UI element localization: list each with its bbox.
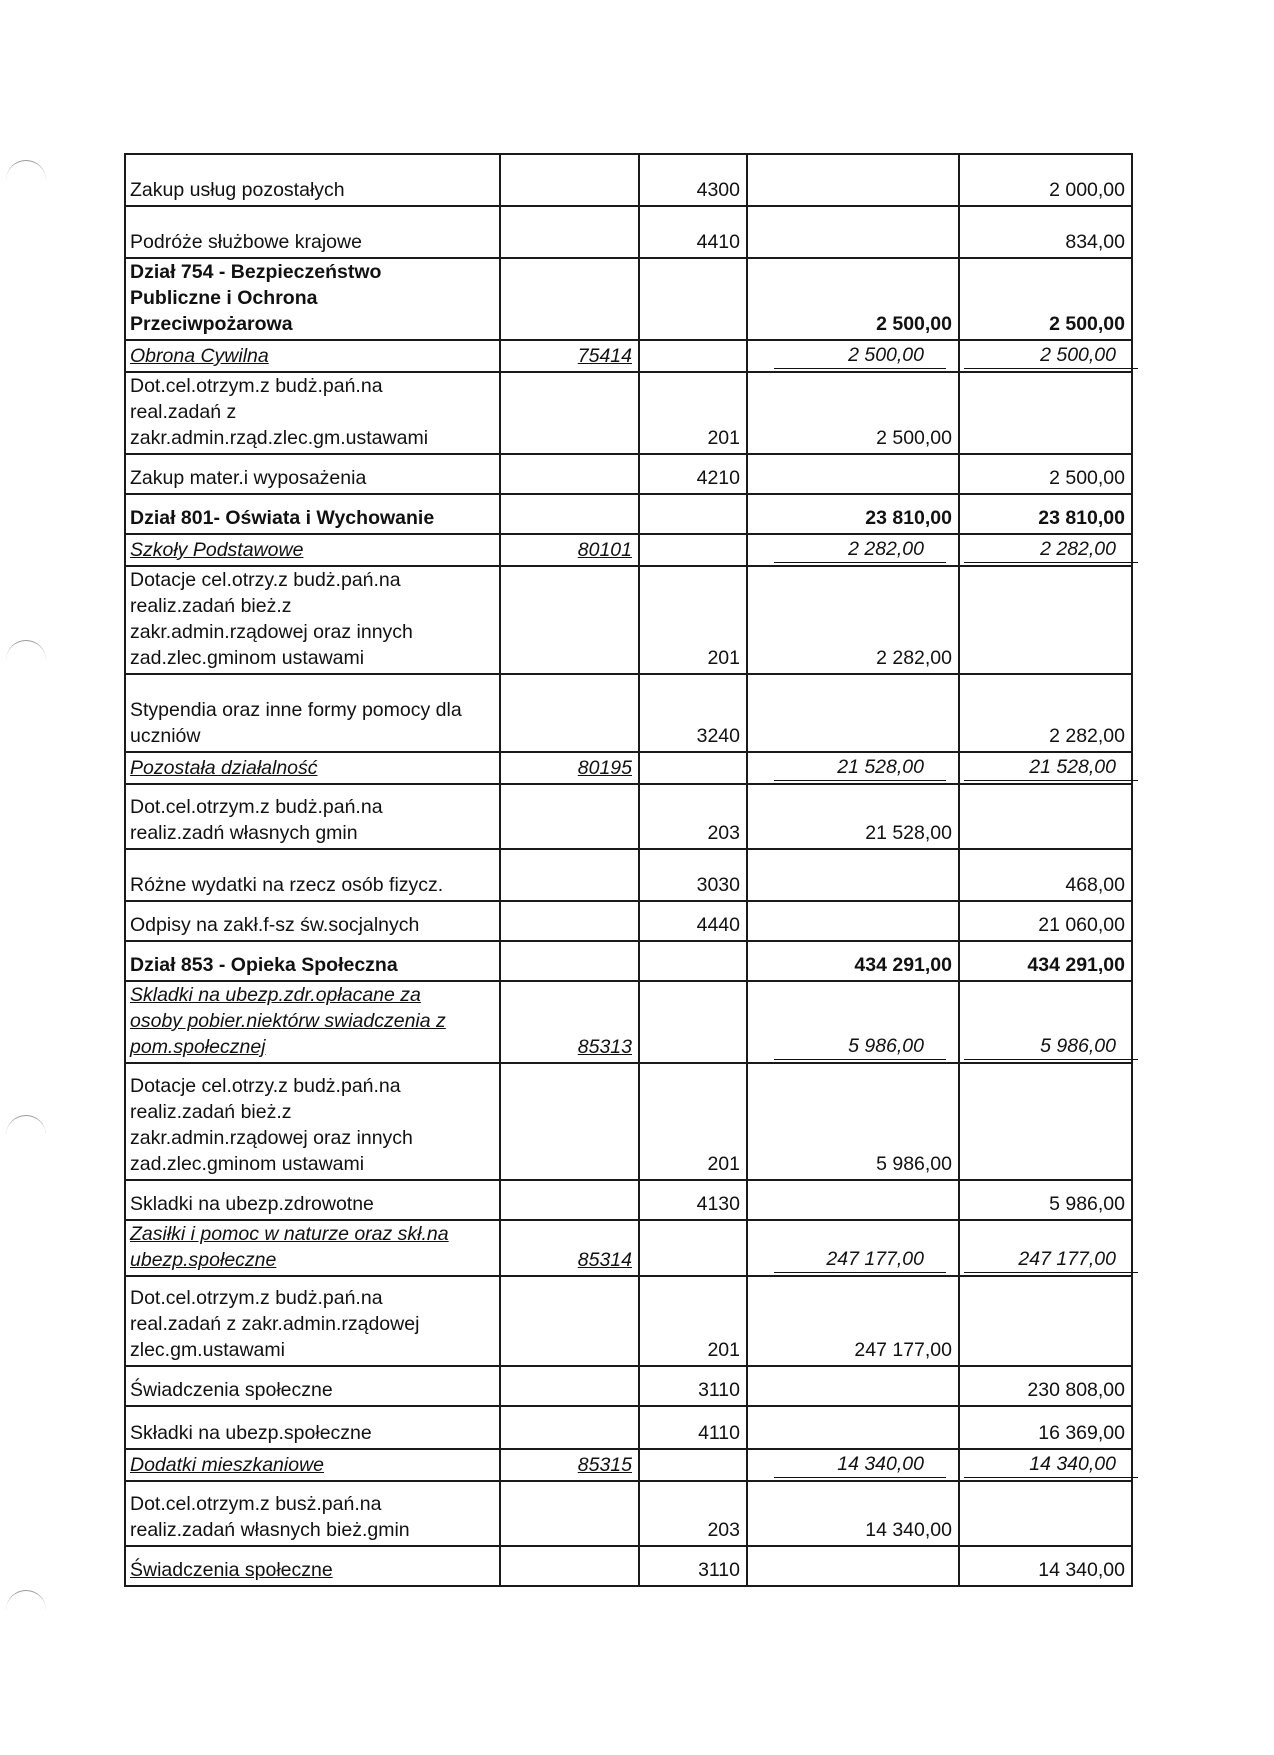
row-wydatki: 2 282,00 [959, 674, 1132, 752]
row-name: Zakup usług pozostałych [125, 154, 500, 206]
row-dochody: 5 986,00 [747, 1063, 959, 1180]
row-wydatki-value: 14 340,00 [964, 1451, 1138, 1478]
rozdzial-row [125, 534, 1132, 566]
row-paragraf: 4210 [639, 454, 747, 494]
row-rozdzial: 80101 [500, 534, 639, 566]
row-paragraf [639, 258, 747, 340]
row-dochody [747, 1180, 959, 1220]
row-rozdzial [500, 784, 639, 849]
row-name: Szkoły Podstawowe [125, 534, 500, 566]
row-wydatki [959, 1449, 1132, 1481]
row-dochody-value: 5 986,00 [774, 1033, 946, 1060]
row-dochody: 2 500,00 [747, 372, 959, 454]
row-dochody-value: 2 282,00 [774, 536, 946, 563]
table-row [125, 1180, 1132, 1220]
row-paragraf: 201 [639, 372, 747, 454]
row-paragraf [639, 340, 747, 372]
table-row [125, 1063, 1132, 1180]
row-dochody [747, 752, 959, 784]
table-row [125, 1276, 1132, 1366]
row-dochody: 2 500,00 [747, 258, 959, 340]
row-paragraf [639, 981, 747, 1063]
row-dochody: 23 810,00 [747, 494, 959, 534]
row-rozdzial: 85314 [500, 1220, 639, 1276]
row-wydatki [959, 340, 1132, 372]
row-rozdzial [500, 849, 639, 901]
row-paragraf [639, 494, 747, 534]
row-wydatki: 468,00 [959, 849, 1132, 901]
row-dochody-value: 14 340,00 [774, 1451, 946, 1478]
row-wydatki: 2 500,00 [959, 258, 1132, 340]
row-paragraf: 203 [639, 784, 747, 849]
table-row [125, 1366, 1132, 1406]
row-wydatki-value: 2 282,00 [964, 536, 1138, 563]
row-rozdzial [500, 1063, 639, 1180]
row-paragraf: 3110 [639, 1366, 747, 1406]
row-paragraf [639, 1449, 747, 1481]
row-paragraf: 4440 [639, 901, 747, 941]
row-rozdzial [500, 1180, 639, 1220]
row-dochody [747, 901, 959, 941]
row-name: Dotacje cel.otrzy.z budż.pań.na realiz.zadań bież.z zakr.admin.rządowej oraz innych zad.zlec.gminom ustawami [125, 1063, 500, 1180]
row-paragraf: 201 [639, 1063, 747, 1180]
row-name: Dział 754 - Bezpieczeństwo Publiczne i Ochrona Przeciwpożarowa [125, 258, 500, 340]
row-rozdzial [500, 454, 639, 494]
budget-table-body [125, 154, 1132, 1586]
row-dochody: 21 528,00 [747, 784, 959, 849]
row-dochody [747, 1546, 959, 1586]
row-rozdzial: 80195 [500, 752, 639, 784]
table-row [125, 849, 1132, 901]
row-wydatki: 14 340,00 [959, 1546, 1132, 1586]
row-dochody [747, 206, 959, 258]
row-paragraf: 3240 [639, 674, 747, 752]
row-dochody [747, 674, 959, 752]
row-wydatki-value: 247 177,00 [964, 1246, 1138, 1273]
dzial-row [125, 258, 1132, 340]
row-wydatki-value: 21 528,00 [964, 754, 1138, 781]
row-paragraf: 201 [639, 1276, 747, 1366]
row-dochody-value: 2 500,00 [774, 342, 946, 369]
row-wydatki: 21 060,00 [959, 901, 1132, 941]
row-name: Stypendia oraz inne formy pomocy dla uczniów [125, 674, 500, 752]
row-paragraf: 4300 [639, 154, 747, 206]
row-wydatki: 2 500,00 [959, 454, 1132, 494]
row-wydatki: 230 808,00 [959, 1366, 1132, 1406]
scan-edge-mark [6, 1590, 46, 1615]
row-name: Podróże służbowe krajowe [125, 206, 500, 258]
scan-edge-mark [6, 1115, 46, 1140]
row-name: Zakup mater.i wyposażenia [125, 454, 500, 494]
row-rozdzial [500, 901, 639, 941]
row-paragraf: 3110 [639, 1546, 747, 1586]
row-rozdzial: 85315 [500, 1449, 639, 1481]
row-paragraf: 3030 [639, 849, 747, 901]
row-dochody: 434 291,00 [747, 941, 959, 981]
row-paragraf [639, 941, 747, 981]
row-name: Obrona Cywilna [125, 340, 500, 372]
row-rozdzial [500, 674, 639, 752]
row-wydatki [959, 566, 1132, 674]
row-name: Różne wydatki na rzecz osób fizycz. [125, 849, 500, 901]
row-rozdzial [500, 566, 639, 674]
row-rozdzial [500, 1546, 639, 1586]
row-name: Składki na ubezp.społeczne [125, 1406, 500, 1449]
row-name: Dot.cel.otrzym.z budż.pań.na realiz.zadń własnych gmin [125, 784, 500, 849]
row-rozdzial: 85313 [500, 981, 639, 1063]
row-wydatki [959, 1481, 1132, 1546]
row-rozdzial [500, 494, 639, 534]
row-name: Zasiłki i pomoc w naturze oraz skł.na ubezp.społeczne [125, 1220, 500, 1276]
row-wydatki: 23 810,00 [959, 494, 1132, 534]
row-dochody [747, 849, 959, 901]
row-name: Dział 853 - Opieka Społeczna [125, 941, 500, 981]
rozdzial-row [125, 340, 1132, 372]
row-dochody-value: 247 177,00 [774, 1246, 946, 1273]
table-row [125, 901, 1132, 941]
scan-edge-mark [6, 160, 46, 185]
table-row [125, 1406, 1132, 1449]
row-dochody: 2 282,00 [747, 566, 959, 674]
row-rozdzial [500, 1366, 639, 1406]
table-row [125, 372, 1132, 454]
row-wydatki [959, 784, 1132, 849]
row-dochody [747, 534, 959, 566]
rozdzial-row [125, 1220, 1132, 1276]
row-name: Pozostała działalność [125, 752, 500, 784]
row-rozdzial [500, 1406, 639, 1449]
row-paragraf [639, 752, 747, 784]
row-dochody [747, 981, 959, 1063]
row-name: Dot.cel.otrzym.z busż.pań.na realiz.zadań własnych bież.gmin [125, 1481, 500, 1546]
row-name: Dodatki mieszkaniowe [125, 1449, 500, 1481]
row-wydatki [959, 372, 1132, 454]
table-row [125, 1546, 1132, 1586]
row-paragraf [639, 1220, 747, 1276]
row-wydatki [959, 1276, 1132, 1366]
row-wydatki: 2 000,00 [959, 154, 1132, 206]
row-name: Dział 801- Oświata i Wychowanie [125, 494, 500, 534]
row-name: Świadczenia społeczne [125, 1546, 500, 1586]
row-dochody [747, 454, 959, 494]
row-wydatki: 16 369,00 [959, 1406, 1132, 1449]
table-row [125, 1481, 1132, 1546]
dzial-row [125, 941, 1132, 981]
row-wydatki: 434 291,00 [959, 941, 1132, 981]
row-name: Odpisy na zakł.f-sz św.socjalnych [125, 901, 500, 941]
row-name: Skladki na ubezp.zdr.opłacane za osoby pobier.niektórw swiadczenia z pom.społecznej [125, 981, 500, 1063]
row-paragraf: 4130 [639, 1180, 747, 1220]
row-wydatki-value: 5 986,00 [964, 1033, 1138, 1060]
rozdzial-row [125, 752, 1132, 784]
rozdzial-row [125, 1449, 1132, 1481]
row-rozdzial [500, 1481, 639, 1546]
row-name: Dotacje cel.otrzy.z budż.pań.na realiz.zadań bież.z zakr.admin.rządowej oraz innych zad.zlec.gminom ustawami [125, 566, 500, 674]
table-row [125, 784, 1132, 849]
row-rozdzial [500, 258, 639, 340]
row-paragraf: 203 [639, 1481, 747, 1546]
row-wydatki [959, 752, 1132, 784]
row-wydatki [959, 981, 1132, 1063]
row-dochody-value: 21 528,00 [774, 754, 946, 781]
table-row [125, 154, 1132, 206]
dzial-row [125, 494, 1132, 534]
table-row [125, 206, 1132, 258]
budget-table [124, 153, 1133, 1587]
scan-edge-mark [6, 640, 46, 665]
row-dochody: 247 177,00 [747, 1276, 959, 1366]
row-wydatki [959, 1063, 1132, 1180]
row-rozdzial [500, 941, 639, 981]
row-paragraf: 201 [639, 566, 747, 674]
row-dochody [747, 340, 959, 372]
row-rozdzial [500, 372, 639, 454]
row-name: Dot.cel.otrzym.z budż.pań.na real.zadań z zakr.admin.rząd.zlec.gm.ustawami [125, 372, 500, 454]
row-name: Świadczenia społeczne [125, 1366, 500, 1406]
row-wydatki: 5 986,00 [959, 1180, 1132, 1220]
row-name: Skladki na ubezp.zdrowotne [125, 1180, 500, 1220]
row-dochody [747, 1366, 959, 1406]
row-paragraf: 4410 [639, 206, 747, 258]
row-paragraf [639, 534, 747, 566]
row-wydatki: 834,00 [959, 206, 1132, 258]
row-paragraf: 4110 [639, 1406, 747, 1449]
row-rozdzial [500, 154, 639, 206]
row-rozdzial [500, 1276, 639, 1366]
row-rozdzial [500, 206, 639, 258]
row-rozdzial: 75414 [500, 340, 639, 372]
row-wydatki [959, 1220, 1132, 1276]
row-dochody [747, 1220, 959, 1276]
table-row [125, 566, 1132, 674]
table-row [125, 454, 1132, 494]
row-wydatki-value: 2 500,00 [964, 342, 1138, 369]
row-dochody: 14 340,00 [747, 1481, 959, 1546]
row-dochody [747, 1449, 959, 1481]
row-dochody [747, 1406, 959, 1449]
row-wydatki [959, 534, 1132, 566]
row-name: Dot.cel.otrzym.z budż.pań.na real.zadań z zakr.admin.rządowej zlec.gm.ustawami [125, 1276, 500, 1366]
table-row [125, 674, 1132, 752]
rozdzial-row [125, 981, 1132, 1063]
row-dochody [747, 154, 959, 206]
